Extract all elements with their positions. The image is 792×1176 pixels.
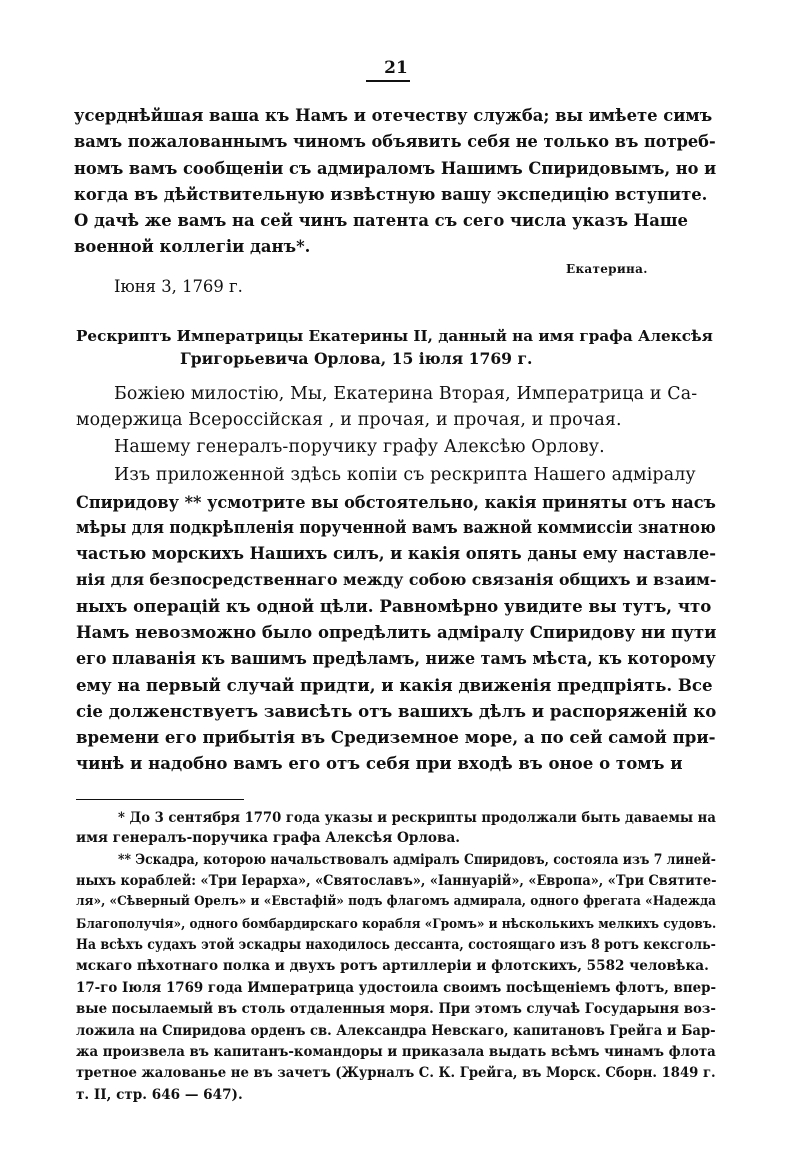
text-line: Намъ невозможно было опредѣлить адміралу Спиридову ни пути <box>76 622 717 642</box>
footnote-line: На всѣхъ судахъ этой эскадры находилось дессанта, состоящаго изъ 8 ротъ кексголь- <box>76 937 716 953</box>
text-line: когда въ дѣйствительную извѣстную вашу экспедицію вступите. <box>74 185 708 204</box>
text-line: модержица Всероссійская , и прочая, и прочая, и прочая. <box>76 410 622 430</box>
text-line: мѣры для подкрѣпленія порученной вамъ важной коммиссіи знатною <box>76 518 716 537</box>
footnote-rule <box>76 799 244 800</box>
footnote-line: третное жалованье не въ зачетъ (Журналъ С. К. Грейга, въ Морск. Сборн. 1849 г. <box>76 1065 716 1081</box>
text-line: О дачѣ же вамъ на сей чинъ патента съ сего числа указъ Наше <box>74 211 688 230</box>
text-line: чинѣ и надобно вамъ его отъ себя при входѣ въ оное о томъ и <box>76 753 683 773</box>
text-line: ныхъ операцій къ одной цѣли. Равномѣрно увидите вы тутъ, что <box>76 596 712 616</box>
page-number: 21 <box>384 58 408 78</box>
text-line: сіе долженствуетъ зависѣть отъ вашихъ дѣлъ и распоряженій ко <box>76 701 717 721</box>
text-line: Нашему генералъ-поручику графу Алексѣю Орлову. <box>114 437 605 457</box>
footnote-line: * До 3 сентября 1770 года указы и рескрипты продолжали быть даваемы на <box>118 810 716 826</box>
footnote-line: т. II, стр. 646 — 647). <box>76 1087 243 1103</box>
text-line: номъ вамъ сообщеніи съ адмираломъ Нашимъ Спиридовымъ, но и <box>74 159 717 178</box>
text-line: вамъ пожалованнымъ чиномъ объявить себя не только въ потреб- <box>74 132 716 151</box>
footnote-line: ля», «Сѣверный Орелъ» и «Евстафій» подъ флагомъ адмирала, одного фрегата «Надежда <box>76 894 717 909</box>
heading-line-1: Рескриптъ Императрицы Екатерины II, данный на имя графа Алексѣя <box>76 327 713 345</box>
footnote-line: вые посылаемый въ столь отдаленныя моря. При этомъ случаѣ Государыня воз- <box>76 1001 716 1017</box>
date-line: Іюня 3, 1769 г. <box>114 277 243 296</box>
text-line: его плаванія къ вашимъ предѣламъ, ниже тамъ мѣста, къ которому <box>76 649 716 668</box>
footnote-line: Благополучія», одного бомбардирскаго корабля «Громъ» и нѣсколькихъ мелкихъ судовъ. <box>76 916 717 932</box>
text-line: Божіею милостію, Мы, Екатерина Вторая, Императрица и Са- <box>114 384 698 404</box>
text-line: частью морскихъ Нашихъ силъ, и какія опять даны ему наставле- <box>76 544 716 563</box>
text-line: нія для безпосредственнаго между собою связанія общихъ и взаим- <box>76 570 717 589</box>
footnote-line: мскаго пѣхотнаго полка и двухъ ротъ артиллеріи и флотскихъ, 5582 человѣка. <box>76 958 709 974</box>
signature: Екатерина. <box>566 262 648 276</box>
page-number-rule <box>366 80 410 82</box>
footnote-line: ** Эскадра, которою начальствовалъ адміралъ Спиридовъ, состояла изъ 7 линей- <box>118 852 716 868</box>
text-line: времени его прибытія въ Средиземное море, а по сей самой при- <box>76 727 716 747</box>
footnote-line: ложила на Спиридова орденъ св. Александра Невскаго, капитановъ Грейга и Бар- <box>76 1023 716 1039</box>
footnote-line: жа произвела въ капитанъ-командоры и приказала выдать всѣмъ чинамъ флота <box>76 1044 716 1060</box>
footnote-line: ныхъ кораблей: «Три Іерарха», «Святославъ», «Іаннуарій», «Европа», «Три Святите- <box>76 873 717 889</box>
text-line: усерднѣйшая ваша къ Намъ и отечеству служба; вы имѣете симъ <box>74 106 713 125</box>
text-line: военной коллегіи данъ*. <box>74 237 311 256</box>
heading-line-2: Григорьевича Орлова, 15 іюля 1769 г. <box>180 349 533 368</box>
text-line: Изъ приложенной здѣсь копіи съ рескрипта Нашего адміралу <box>114 465 696 485</box>
footnote-line: 17-го Іюля 1769 года Императрица удостоила своимъ посѣщеніемъ флотъ, впер- <box>76 980 717 996</box>
text-line: ему на первый случай придти, и какія движенія предпріять. Все <box>76 675 713 695</box>
text-line: Спиридову ** усмотрите вы обстоятельно, какія приняты отъ насъ <box>76 492 716 512</box>
footnote-line: имя генералъ-поручика графа Алексѣя Орлова. <box>76 830 460 846</box>
